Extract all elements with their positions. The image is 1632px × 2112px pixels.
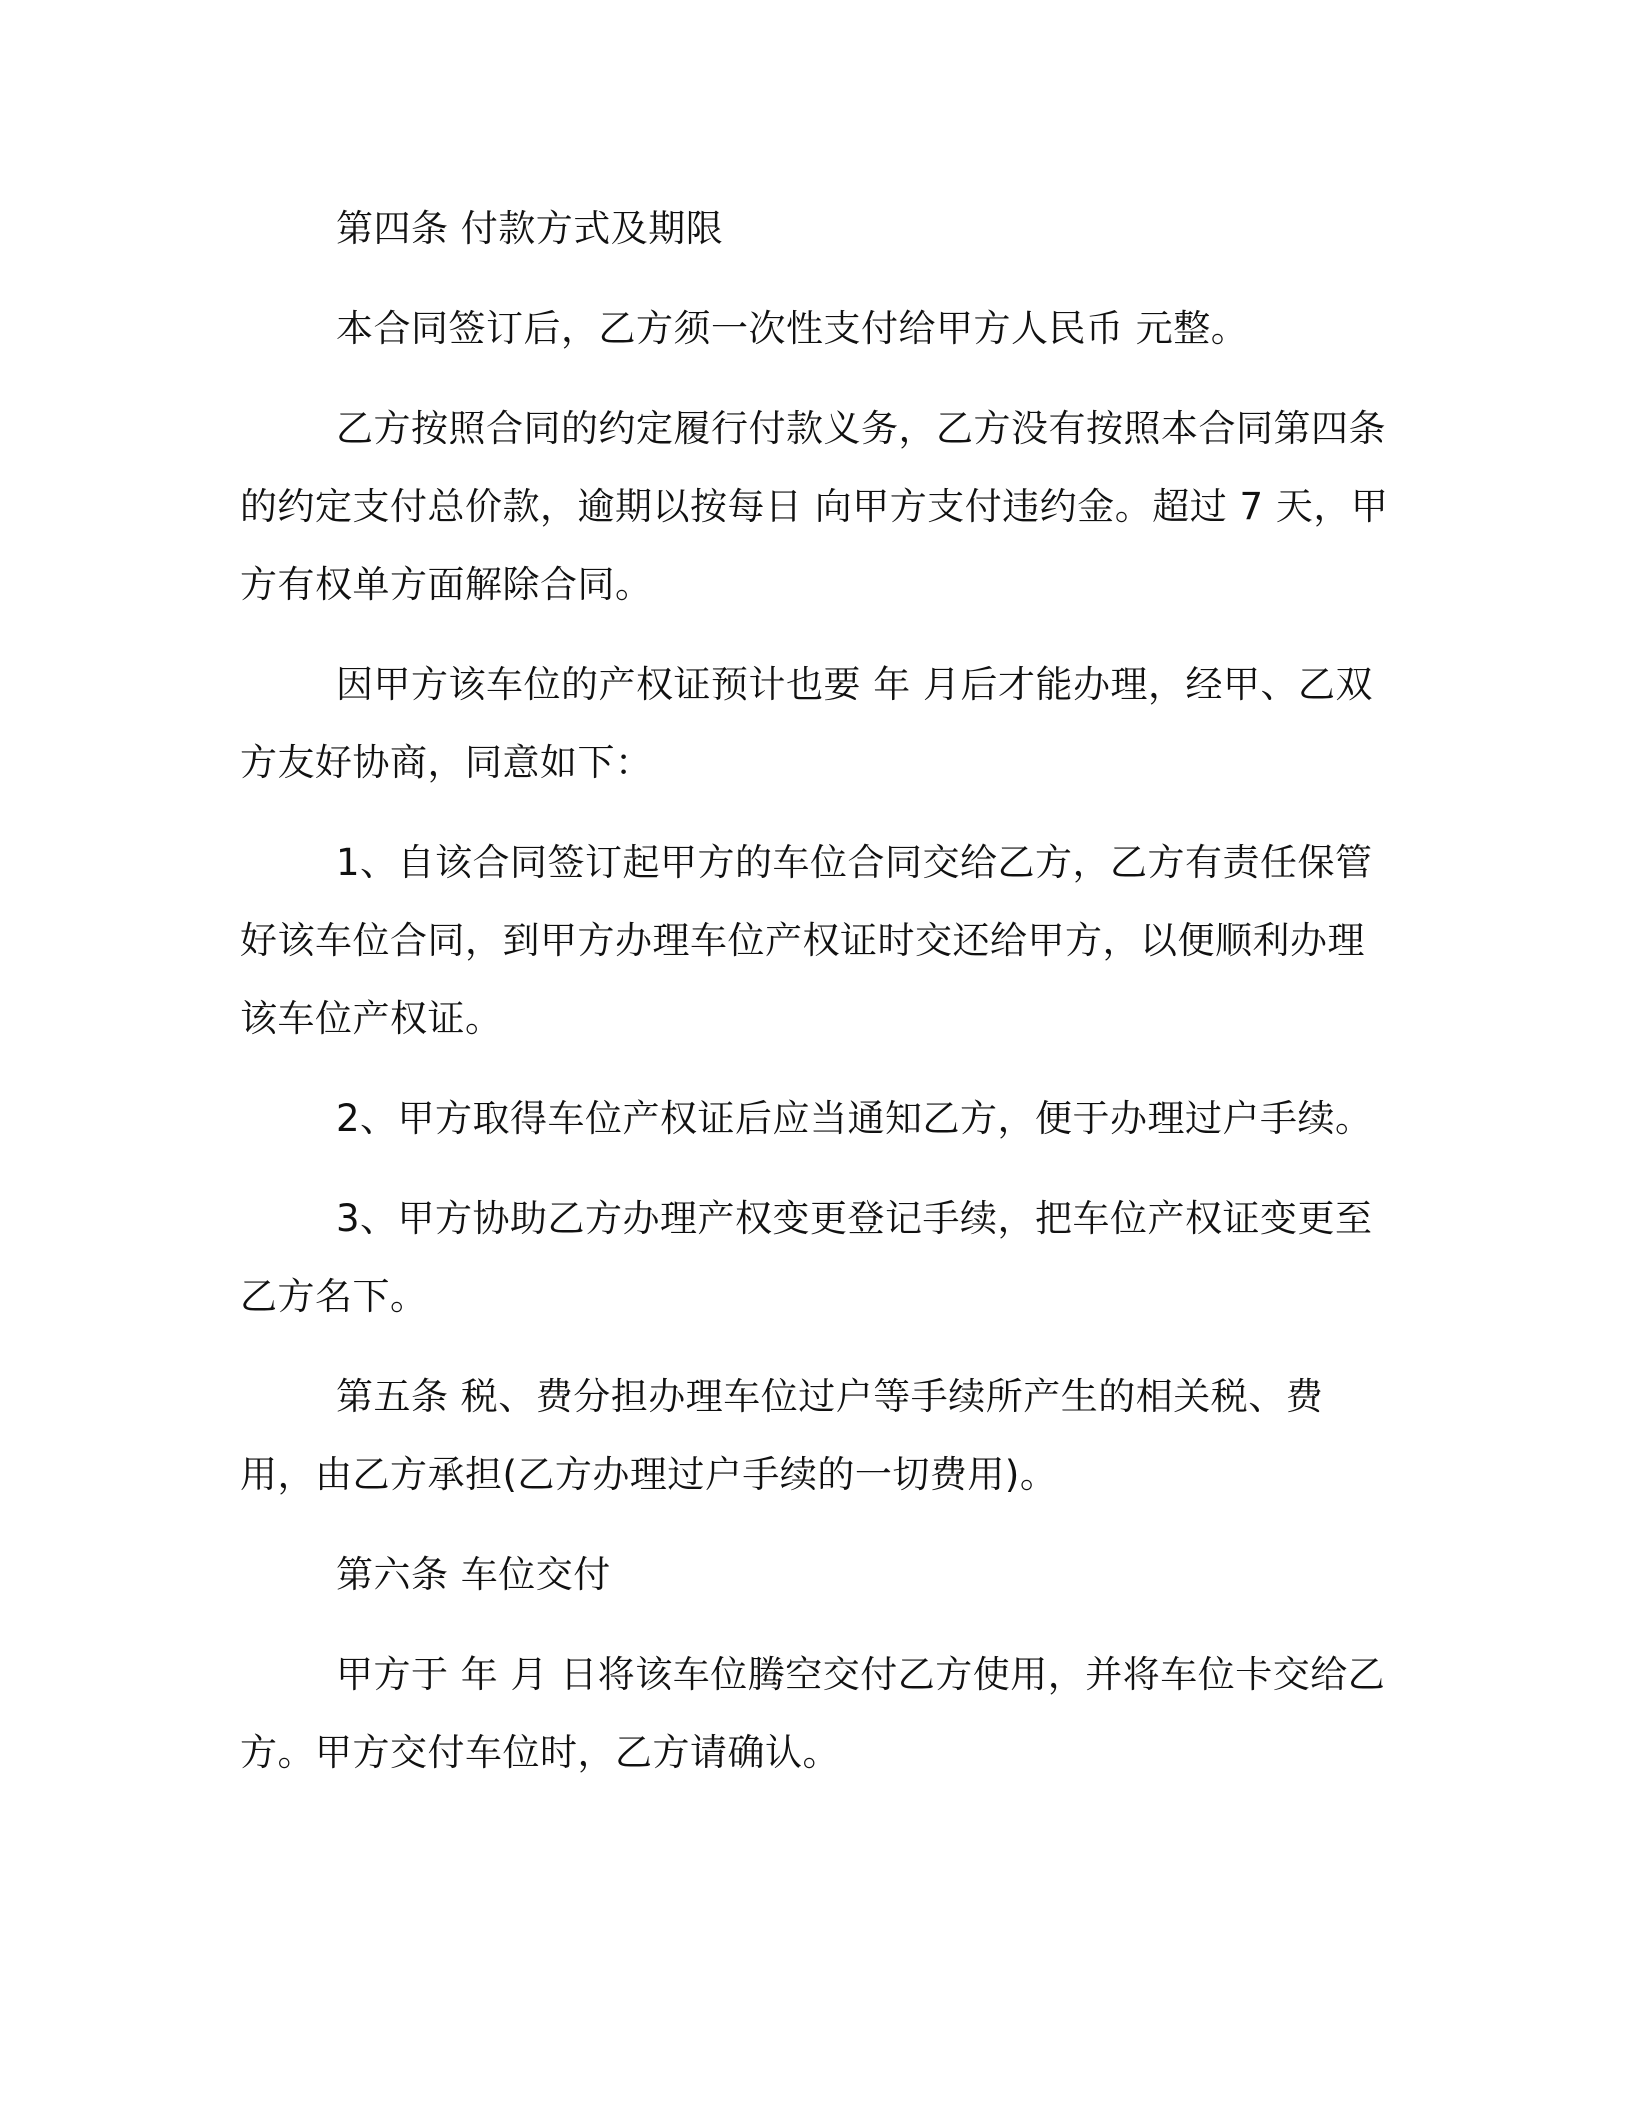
item-1: 1、自该合同签订起甲方的车位合同交给乙方，乙方有责任保管好该车位合同，到甲方办理车位产权证时交还给甲方，以便顺利办理该车位产权证。 — [240, 841, 1373, 1040]
document-page — [240, 190, 1390, 1814]
delivery-clause: 甲方于 年 月 日将该车位腾空交付乙方使用，并将车位卡交给乙方。甲方交付车位时，乙方请确认。 — [240, 1653, 1386, 1774]
property-certificate-clause: 因甲方该车位的产权证预计也要 年 月后才能办理，经甲、乙双方友好协商，同意如下： — [240, 663, 1374, 784]
payment-clause: 本合同签订后，乙方须一次性支付给甲方人民币 元整。 — [336, 307, 1249, 350]
item-3: 3、甲方协助乙方办理产权变更登记手续，把车位产权证变更至乙方名下。 — [240, 1197, 1373, 1318]
item-2: 2、甲方取得车位产权证后应当通知乙方，便于办理过户手续。 — [336, 1097, 1373, 1140]
late-payment-clause: 乙方按照合同的约定履行付款义务，乙方没有按照本合同第四条的约定支付总价款，逾期以按每日 向甲方支付违约金。超过 7 天，甲方有权单方面解除合同。 — [240, 407, 1389, 606]
article-5: 第五条 税、费分担办理车位过户等手续所产生的相关税、费用，由乙方承担(乙方办理过户手续的一切费用)。 — [240, 1375, 1324, 1496]
article-6-heading: 第六条 车位交付 — [336, 1553, 611, 1596]
article-4-heading: 第四条 付款方式及期限 — [336, 207, 724, 250]
